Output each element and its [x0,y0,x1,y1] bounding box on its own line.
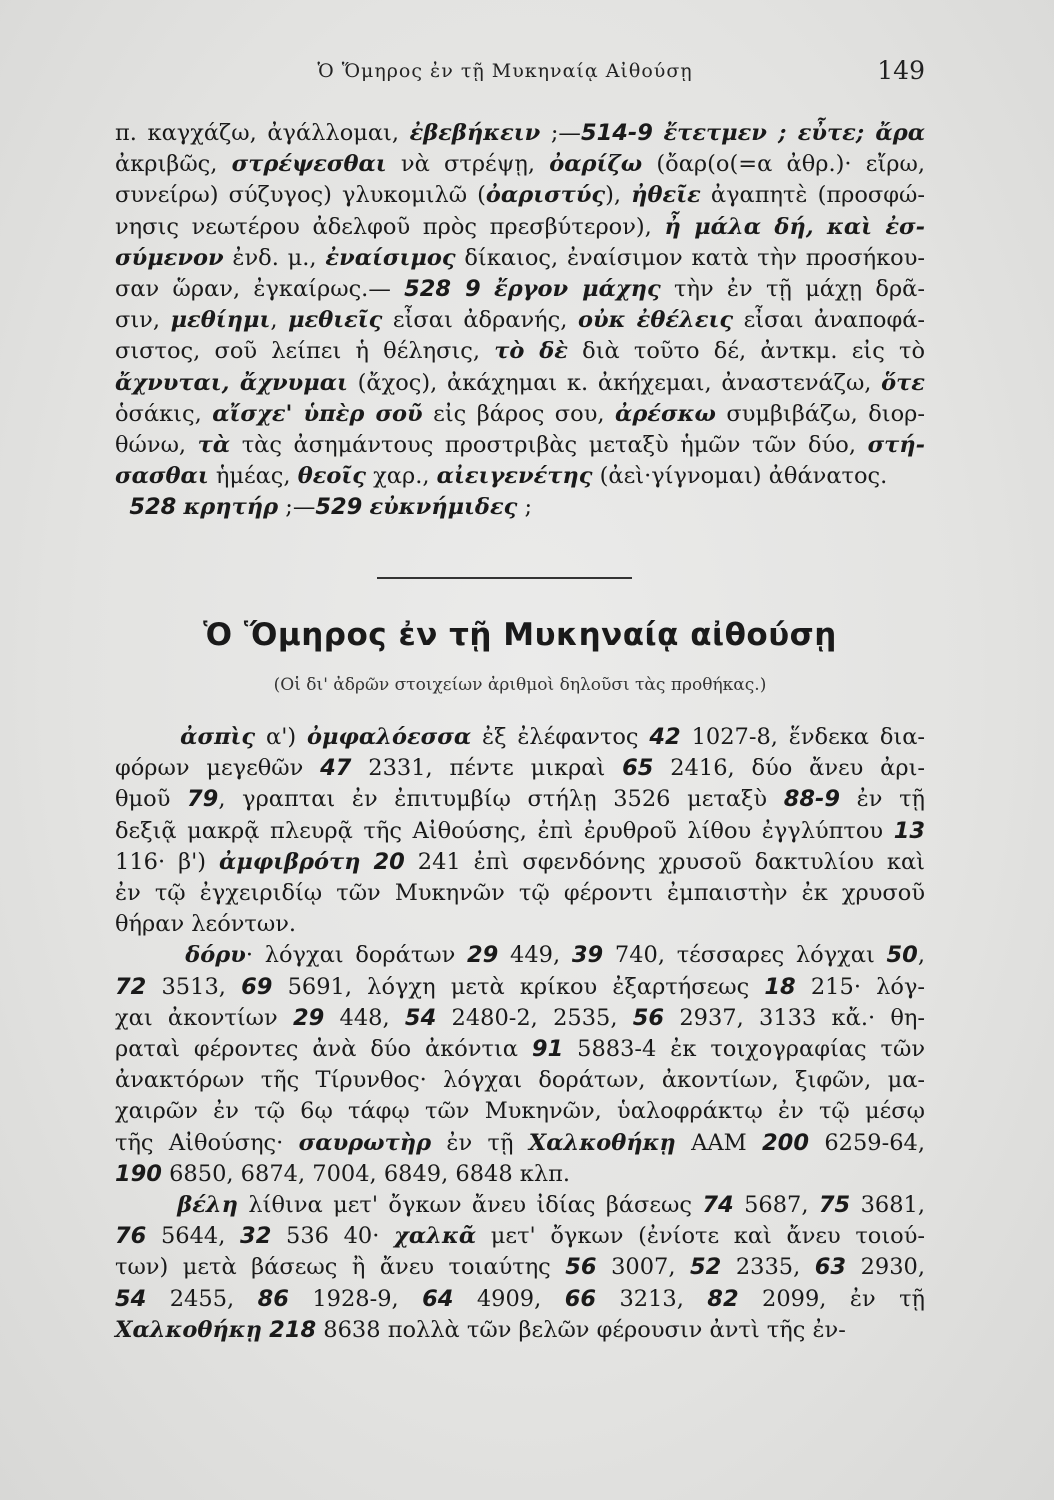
reference-number: 79 [187,786,219,813]
reference-number: 63 [814,1254,847,1281]
text-line [115,1252,925,1283]
text-run: μετ' ὄγκων (ἐνίοτε καὶ ἄνευ τοιού- [476,1223,926,1250]
text-run: 3513, [146,973,242,1000]
reference-number: 190 [115,1160,162,1187]
reference-number: 56 [632,1004,665,1031]
reference-number: 76 [115,1223,147,1250]
reference-number: 52 [690,1254,722,1281]
headword: ἐναίσιμος [325,244,456,271]
headword: ὅτε [881,369,925,396]
text-line [115,305,925,336]
text-line [115,1190,925,1221]
reference-number: 56 [565,1254,597,1281]
text-run: σιστος, σοῦ λείπει ἡ θέλησις, [115,338,495,365]
text-run: ΑΑΜ [675,1129,763,1156]
text-run: 5883-4 ἐκ τοιχογραφίας τῶν [563,1036,925,1063]
headword: χαλκᾶ [394,1223,477,1250]
text-run: (ὄαρ(ο(=α ἀθρ.)· εἴρω, [642,151,925,178]
text-run: ; [517,494,533,521]
reference-number: 86 [257,1285,289,1312]
text-line [115,972,925,1003]
text-run: π. καγχάζω, ἀγάλλομαι, [115,120,410,146]
text-run: 448, [324,1004,405,1031]
text-line [115,1221,925,1252]
headword: τὰ [197,432,231,459]
text-run: 3007, [596,1254,691,1281]
headword: ἀμφιβρότη [219,848,361,875]
page-header [115,56,925,100]
text-run: χαιρῶν ἐν τῷ 6ῳ τάφῳ τῶν Μυκηνῶν, ὑαλοφράκτῳ ἐν τῷ μέσῳ [115,1098,925,1125]
text-run: 241 ἐπὶ σφενδόνης χρυσοῦ δακτυλίου καὶ [404,848,926,875]
text-line [115,1065,925,1096]
reference-number: 18 [764,973,796,1000]
text-run: ), [605,182,632,209]
headword: ὀαριστύς [485,182,606,209]
text-run: εἰς βάρος σου, [422,400,616,427]
reference-number: 528 9 [404,276,481,303]
headword: ἔργον μάχης [494,276,661,303]
text-line [115,492,925,523]
text-run: εἶσαι ἀναποφά- [733,307,926,334]
headword: αἴσχε' ὑπὲρ σοῦ [212,400,423,427]
text-line [115,1159,925,1190]
text-line [115,1096,925,1127]
text-run [481,276,494,302]
text-line [115,336,925,367]
section-title: Ὁ Ὅμηρος ἐν τῇ Μυκηναίᾳ αἰθούσῃ [203,617,837,653]
text-run: ἡμέας, [208,463,298,490]
text-run: 2455, [146,1285,258,1312]
text-run: νὰ στρέψῃ, [386,151,550,178]
text-line [115,461,925,492]
text-run: 1928-9, [288,1285,423,1312]
text-run: (ἄχος), ἀκάχημαι κ. ἀκήχεμαι, ἀναστενάζω, [347,369,882,396]
text-run: λίθινα μετ' ὄγκων ἄνευ ἰδίας βάσεως [238,1192,703,1219]
text-run: θήραν λεόντων. [115,911,297,938]
text-run: ἀγαπητὲ (προσφώ- [700,182,925,209]
text-run: ;— [540,120,581,146]
text-run: , [270,307,289,334]
text-run: τῆς Αἰθούσης· [115,1129,299,1156]
text-run [115,494,129,520]
text-run: 3681, [850,1192,925,1219]
headword: αἰειγενέτης [436,463,593,490]
text-run: 116· β') [115,848,220,875]
text-line [115,149,925,180]
text-line [115,430,925,461]
text-line [115,243,925,274]
text-line [115,212,925,243]
text-run: 449, [498,942,572,969]
reference-number: 69 [241,973,273,1000]
text-run: θμοῦ [115,786,188,813]
text-line [115,1003,925,1034]
headword: ἀσπὶς [180,724,256,750]
text-run: χαι ἀκοντίων [115,1004,293,1031]
text-run: 2335, [721,1254,815,1281]
text-run: δίκαιος, ἐναίσιμον κατὰ τὴν προσήκου- [455,244,925,271]
text-run: ἐξ ἐλέφαντος [471,724,650,750]
reference-number: 29 [467,942,499,969]
text-run: 2930, [846,1254,926,1281]
page-number: 149 [877,56,925,85]
text-line [115,816,925,847]
headword: οὐκ ἐθέλεις [577,307,734,334]
reference-number: 218 [269,1316,317,1343]
text-run: , γραπται ἐν ἐπιτυμβίῳ στήλῃ 3526 μεταξὺ [218,786,784,813]
text-run: συμβιβάζω, διορ- [715,400,925,427]
headword: Χαλκοθήκῃ [115,1316,263,1343]
text-run: νησις νεωτέρου ἀδελφοῦ πρὸς πρεσβύτερον), [115,213,665,240]
headword: στρέψεσθαι [231,151,387,178]
text-run: σιν, [115,307,171,334]
headword: στή- [867,432,925,459]
reference-number: 42 [649,724,681,750]
text-run: 740, τέσσαρες λόγχαι [603,942,887,969]
text-run: φόρων μεγεθῶν [115,755,321,782]
section-note: (Οἱ δι' ἀδρῶν στοιχείων ἀριθμοὶ δηλοῦσι τὰς προθήκας.) [273,675,767,695]
headword: βέλη [177,1192,239,1219]
text-run: 215· λόγ- [795,973,926,1000]
text-line [115,878,925,909]
text-run: 5691, λόγχη μετὰ κρίκου ἐξαρτήσεως [272,973,765,1000]
text-run: των) μετὰ βάσεως ἢ ἄνευ τοιαύτης [115,1254,566,1281]
text-run [360,849,373,875]
text-run: 6259-64, [809,1129,925,1156]
reference-number: 88-9 [783,786,841,813]
reference-number: 528 [129,494,177,521]
text-run [115,1192,177,1218]
text-run: 6850, 6874, 7004, 6849, 6848 κλπ. [161,1160,571,1187]
text-run: 536 40· [271,1223,395,1250]
reference-number: 200 [762,1129,809,1156]
reference-number: 65 [622,755,654,782]
commentary-text [115,118,925,524]
headword: τὸ δὲ [494,338,568,365]
text-run [653,120,664,146]
text-line [115,940,925,971]
text-run: ὁσάκις, [115,400,213,427]
headword: ἐβεβήκειν [409,120,541,146]
text-run: 5644, [146,1223,241,1250]
text-line [115,399,925,430]
text-line [115,784,925,815]
headword: Χαλκοθήκῃ [528,1129,676,1156]
text-run: εἶσαι ἀδρανής, [382,307,578,334]
text-run: δεξιᾷ μακρᾷ πλευρᾷ τῆς Αἰθούσης, ἐπὶ ἐρυθροῦ λίθου ἐγγλύπτου [115,817,894,844]
text-run: σαν ὥραν, ἐγκαίρως.— [115,276,405,303]
text-run: 2099, ἐν τῇ [738,1285,925,1312]
headword: δόρυ [185,942,246,969]
text-run: (ἀεὶ·γίγνομαι) ἀθάνατος. [592,463,888,490]
text-line [115,1284,925,1315]
text-run: ἐν τῷ ἐγχειριδίῳ τῶν Μυκηνῶν τῷ φέροντι ἐμπαιστὴν ἐκ χρυσοῦ [115,880,925,907]
reference-number: 82 [707,1285,739,1312]
text-run: χαρ., [366,463,437,490]
text-run: θώνω, [115,432,198,459]
reference-number: 91 [531,1036,564,1063]
running-head: Ὁ Ὅμηρος ἐν τῇ Μυκηναίᾳ Αἰθούσῃ [317,60,693,82]
headword: ἦ μάλα δή, καὶ ἐσ- [664,213,925,240]
reference-number: 72 [115,973,147,1000]
text-run: 3213, [596,1285,708,1312]
text-line [115,180,925,211]
reference-number: 64 [422,1285,454,1312]
text-line [115,909,925,940]
text-run: 2480-2, 2535, [436,1004,633,1031]
text-run: 8638 πολλὰ τῶν βελῶν φέρουσιν ἀντὶ τῆς ἐν- [316,1316,846,1343]
text-run: , [917,942,925,969]
text-run: 5687, [733,1192,819,1219]
text-run: ;— [278,494,316,521]
text-run: · λόγχαι δοράτων [245,942,468,969]
text-line [115,274,925,305]
reference-number: 75 [818,1192,851,1219]
text-run [115,724,180,750]
section-divider [377,577,632,579]
text-line [115,1034,925,1065]
text-run: 2416, δύο ἄνευ ἀρι- [653,755,925,782]
reference-number: 514-9 [580,120,653,146]
reference-number: 54 [404,1004,437,1031]
text-line [115,118,925,149]
headword: σύμενον [115,244,224,271]
headword: σασθαι [115,463,209,490]
headword: κρητήρ [183,494,279,521]
headword: μεθίημι [170,307,271,334]
text-run: ἀκριβῶς, [115,151,232,178]
section-body-text [115,722,925,1346]
headword: θεοῖς [297,463,366,490]
text-run: ἐνδ. μ., [223,244,326,271]
text-line [115,722,925,753]
text-run: συνείρω) σύζυγος) γλυκομιλῶ ( [115,182,486,209]
reference-number: 20 [373,848,405,875]
text-run: ἐν τῇ [431,1129,529,1156]
headword: εὐκνήμιδες [369,494,518,521]
reference-number: 50 [886,942,918,969]
text-run: ἐν τῇ [840,786,926,813]
text-run: 2937, 3133 κἄ.· θη- [664,1004,926,1031]
headword: μεθιεῖς [288,307,383,334]
reference-number: 529 [315,494,363,521]
text-run [115,942,185,968]
text-run: ραταὶ φέροντες ἀνὰ δύο ἀκόντια [115,1036,532,1063]
text-run: 1027-8, ἕνδεκα δια- [680,724,926,750]
text-run: διὰ τοῦτο δέ, ἀντκμ. εἰς τὸ [567,338,925,365]
reference-number: 47 [320,755,352,782]
headword: ἀρέσκω [615,400,716,427]
reference-number: 32 [240,1223,272,1250]
reference-number: 13 [893,817,925,844]
text-line [115,1128,925,1159]
text-run: τὴν ἐν τῇ μάχῃ δρᾶ- [660,276,925,303]
headword: ἔτετμεν ; εὖτε; ἄρα [663,120,926,146]
text-run: α') [255,724,308,750]
headword: ὀμφαλόεσσα [307,724,472,750]
text-line [115,368,925,399]
text-run: 2331, πέντε μικραὶ [351,755,623,782]
reference-number: 29 [292,1004,325,1031]
text-run: 4909, [453,1285,565,1312]
text-run: τὰς ἀσημάντους προστριβὰς μεταξὺ ἡμῶν τῶν δύο, [230,432,868,459]
headword: ἠθεῖε [631,182,701,209]
text-run: ἀνακτόρων τῆς Τίρυνθος· λόγχαι δοράτων, ἀκοντίων, ξιφῶν, μα- [115,1067,925,1094]
headword: ὀαρίζω [549,151,643,178]
reference-number: 74 [702,1192,734,1219]
reference-number: 66 [564,1285,597,1312]
text-line [115,1315,925,1346]
reference-number: 39 [571,942,604,969]
text-line [115,753,925,784]
headword: σαυρωτὴρ [298,1129,432,1156]
headword: ἄχνυται, ἄχνυμαι [115,369,348,396]
reference-number: 54 [115,1285,147,1312]
text-line [115,847,925,878]
